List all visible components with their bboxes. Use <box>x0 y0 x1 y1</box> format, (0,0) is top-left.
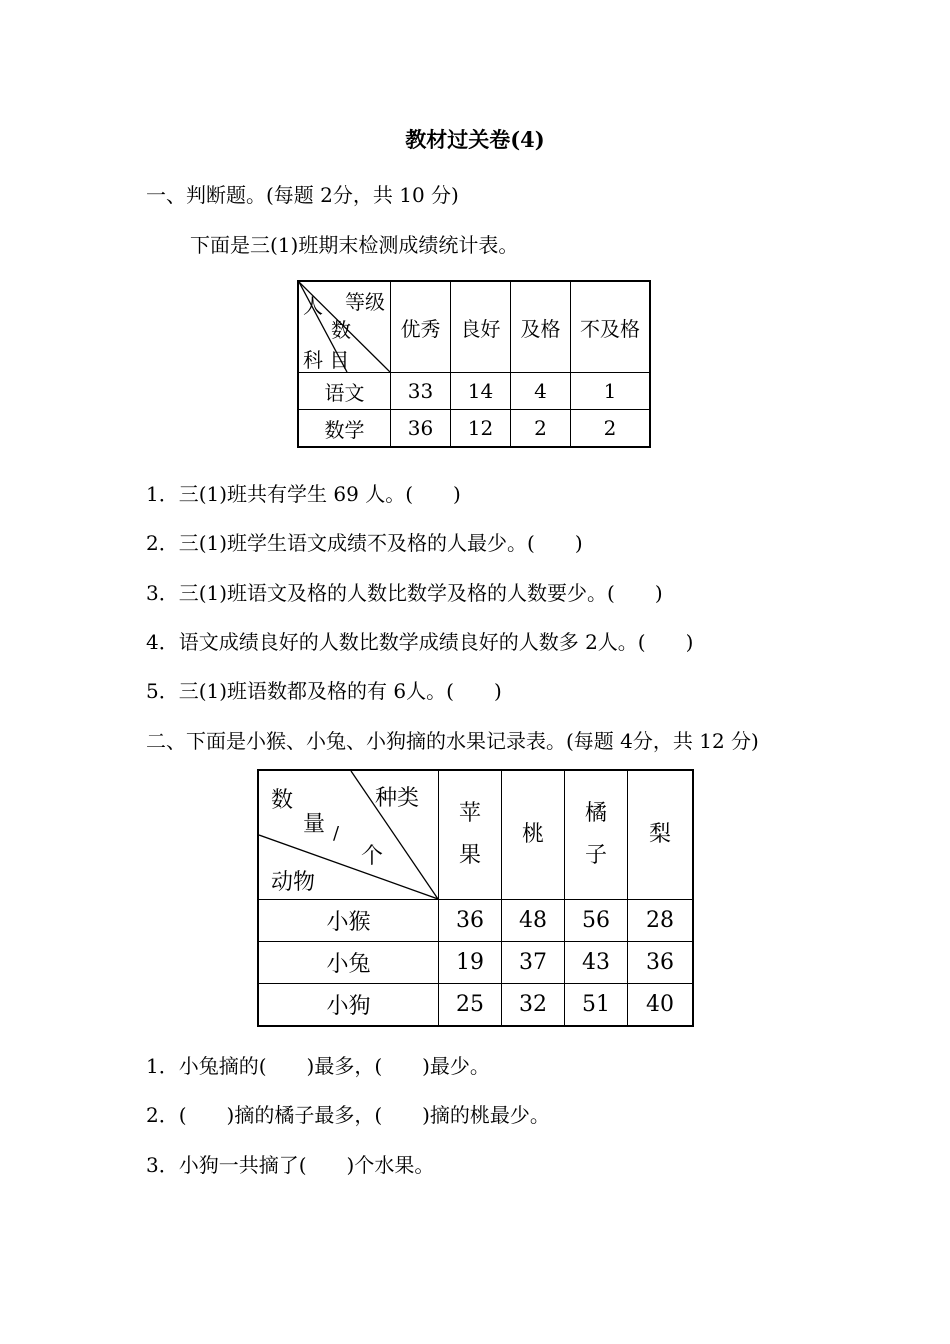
section1-intro: 下面是三(1)班期末检测成绩统计表。 <box>190 233 519 257</box>
table-cell: 2 <box>511 410 571 448</box>
header-pass: 及格 <box>511 281 571 373</box>
corner-label-shu: 数 <box>271 788 294 813</box>
question-1-4: 4．语文成绩良好的人数比数学成绩良好的人数多 2人。( ) <box>146 630 694 654</box>
table-cell: 48 <box>502 900 565 942</box>
table-cell: 19 <box>439 942 502 984</box>
table-cell: 37 <box>502 942 565 984</box>
question-2-1: 1．小兔摘的( )最多，( )最少。 <box>146 1054 490 1078</box>
score-table <box>297 280 651 448</box>
table-row <box>298 410 650 448</box>
header-orange: 橘 子 <box>565 770 628 900</box>
table-cell: 40 <box>628 984 694 1027</box>
question-1-2: 2．三(1)班学生语文成绩不及格的人最少。( ) <box>146 531 583 555</box>
corner-label-liang: 量 <box>303 812 326 837</box>
question-1-1: 1．三(1)班共有学生 69 人。( ) <box>146 482 461 506</box>
table-cell: 2 <box>571 410 651 448</box>
header-good: 良好 <box>451 281 511 373</box>
corner-label-grade: 等级 <box>345 290 385 314</box>
row-label: 数学 <box>298 410 391 448</box>
corner-label-ren: 人 <box>303 294 323 318</box>
fruit-table <box>257 769 694 1027</box>
header-excellent: 优秀 <box>391 281 451 373</box>
table-cell: 32 <box>502 984 565 1027</box>
table-cell: 25 <box>439 984 502 1027</box>
section2-heading: 二、下面是小猴、小兔、小狗摘的水果记录表。(每题 4分，共 12 分) <box>146 729 759 753</box>
row-label: 小兔 <box>258 942 439 984</box>
corner-label-subject: 科 目 <box>303 348 350 372</box>
table-cell: 4 <box>511 373 571 410</box>
table-cell: 36 <box>391 410 451 448</box>
corner-label-type: 种类 <box>375 786 420 811</box>
question-1-5: 5．三(1)班语数都及格的有 6人。( ) <box>146 679 502 703</box>
table-cell: 14 <box>451 373 511 410</box>
page-title: 教材过关卷(4) <box>405 127 545 152</box>
header-peach: 桃 <box>502 770 565 900</box>
table-row <box>258 900 693 942</box>
corner-label-animal: 动物 <box>271 870 316 895</box>
corner-label-unit: 个 <box>361 844 384 869</box>
table-cell: 1 <box>571 373 651 410</box>
table-cell: 12 <box>451 410 511 448</box>
table-cell: 28 <box>628 900 694 942</box>
fruit-table-corner <box>258 770 439 900</box>
score-table-corner <box>298 281 391 373</box>
section1-heading: 一、判断题。(每题 2分，共 10 分) <box>146 183 459 207</box>
question-2-2: 2．( )摘的橘子最多，( )摘的桃最少。 <box>146 1103 550 1127</box>
header-pear: 梨 <box>628 770 694 900</box>
question-2-3: 3．小狗一共摘了( )个水果。 <box>146 1153 435 1177</box>
table-row <box>258 984 693 1027</box>
header-fail: 不及格 <box>571 281 651 373</box>
table-cell: 36 <box>628 942 694 984</box>
corner-label-slash: / <box>333 823 340 844</box>
row-label: 语文 <box>298 373 391 410</box>
table-cell: 43 <box>565 942 628 984</box>
table-row <box>258 942 693 984</box>
question-1-3: 3．三(1)班语文及格的人数比数学及格的人数要少。( ) <box>146 581 663 605</box>
table-cell: 56 <box>565 900 628 942</box>
row-label: 小猴 <box>258 900 439 942</box>
header-apple: 苹 果 <box>439 770 502 900</box>
table-cell: 36 <box>439 900 502 942</box>
corner-label-shu: 数 <box>331 318 351 342</box>
row-label: 小狗 <box>258 984 439 1027</box>
table-row <box>298 373 650 410</box>
table-cell: 51 <box>565 984 628 1027</box>
table-cell: 33 <box>391 373 451 410</box>
